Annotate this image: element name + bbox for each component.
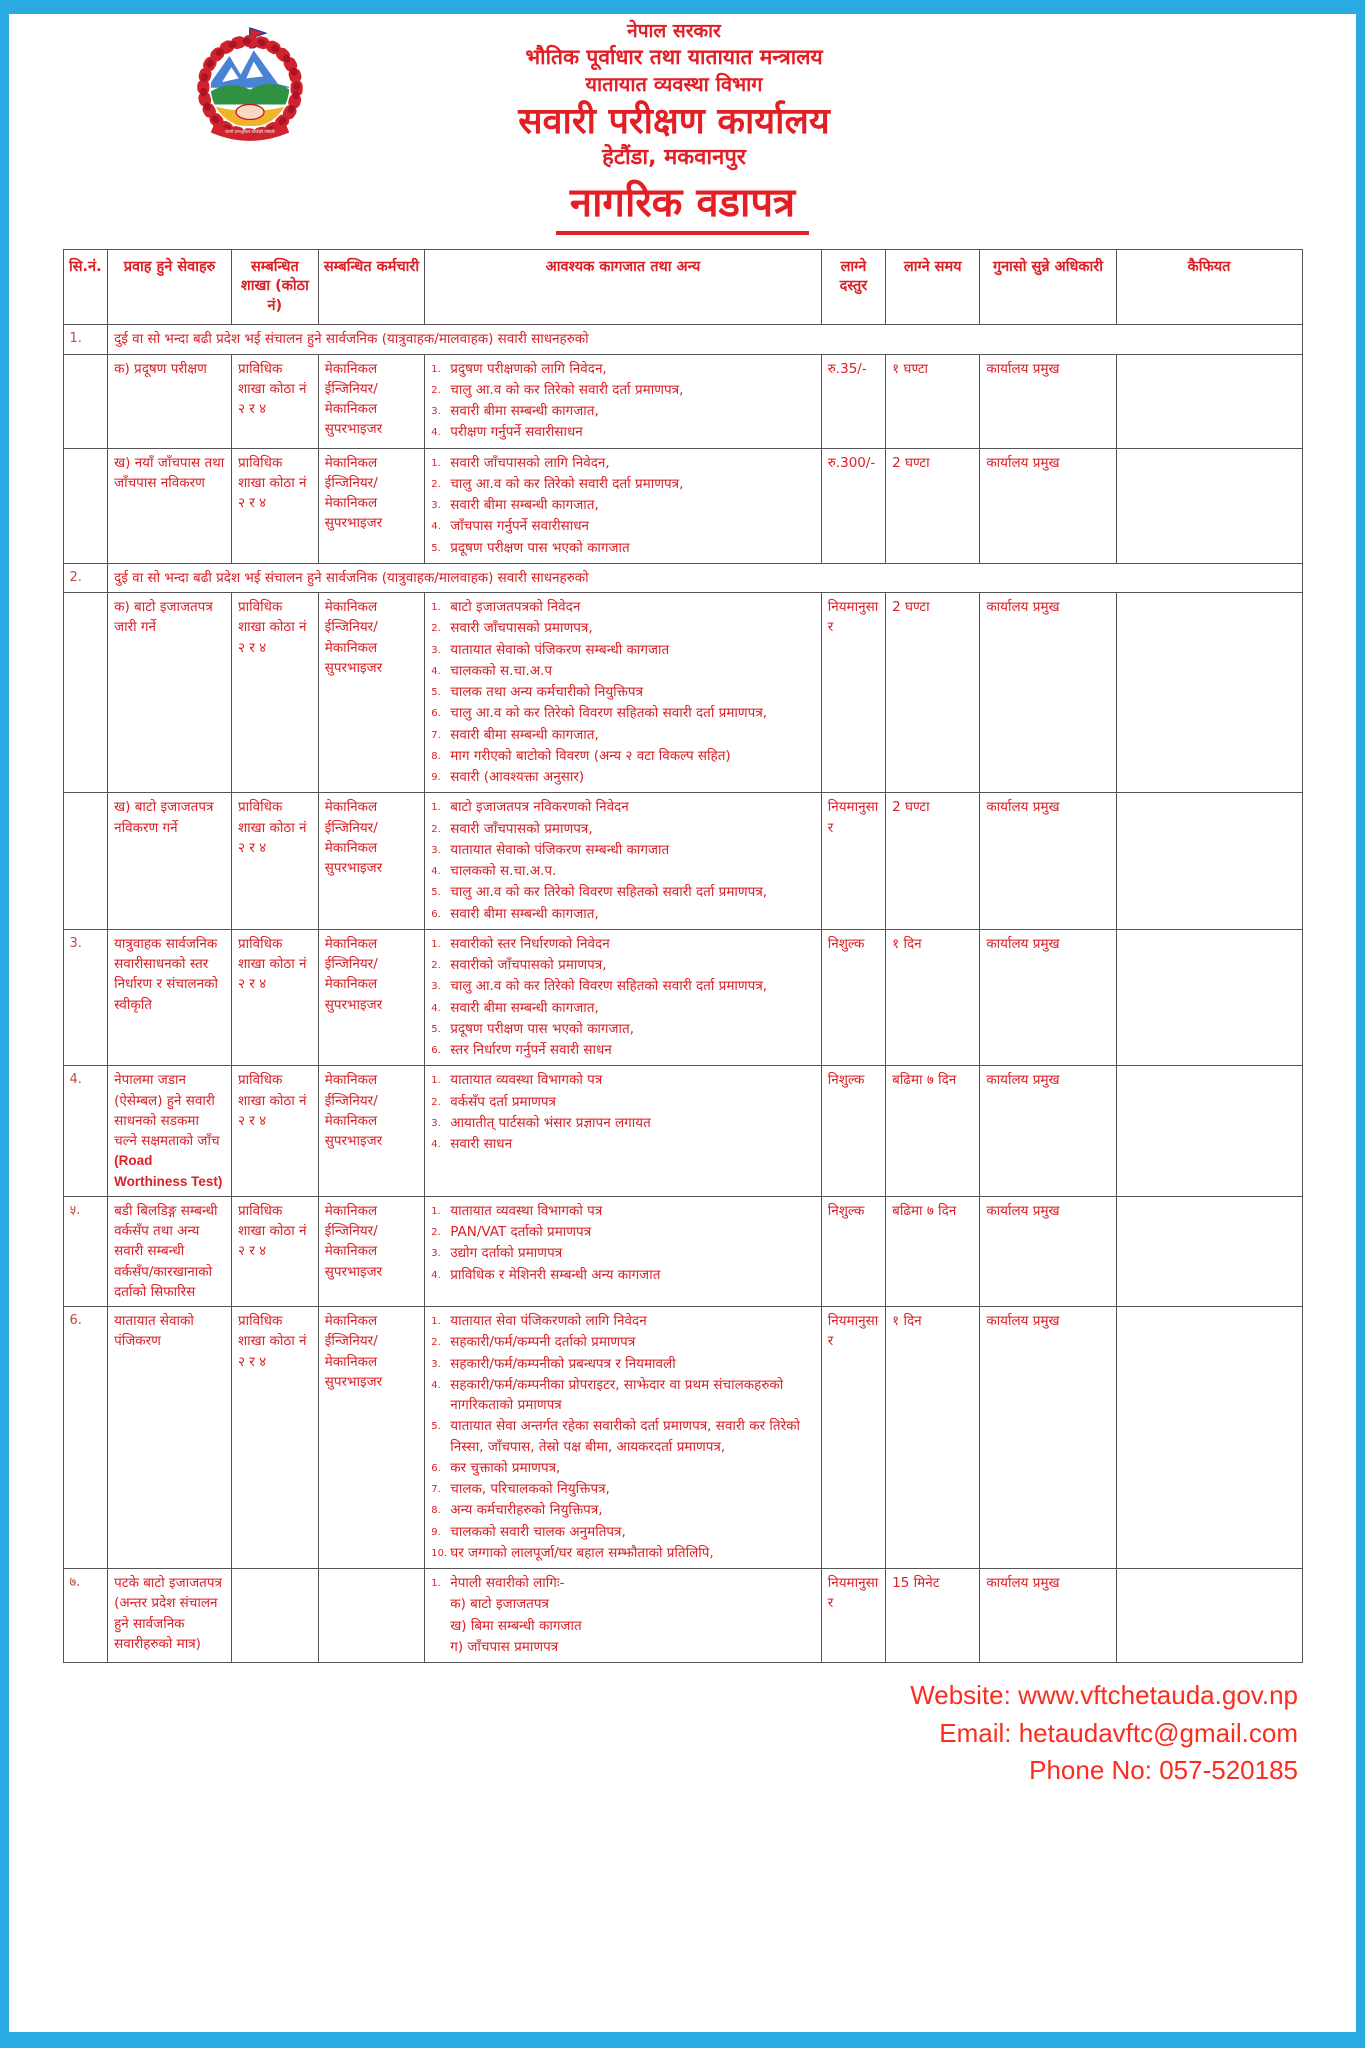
cell-branch: प्राविधिक शाखा कोठा नं २ र ४: [231, 354, 318, 448]
cell-serial-number: ७.: [63, 1569, 108, 1663]
cell-time: 15 मिनेट: [886, 1569, 980, 1663]
cell-fee: नियमानुसार: [821, 1569, 885, 1663]
document-item-text: चालक तथा अन्य कर्मचारीको नियुक्तिपत्र: [450, 684, 644, 701]
table-row: [63, 448, 1302, 563]
document-item-text: चालु आ.व को कर तिरेको सवारी दर्ता प्रमाणपत्र,: [450, 381, 684, 398]
document-item: [431, 453, 814, 473]
document-item-number: 3.: [431, 406, 441, 418]
cell-serial-number: [63, 354, 108, 448]
document-item: [431, 1332, 814, 1352]
document-item-text: उद्योग दर्ताको प्रमाणपत्र: [450, 1245, 563, 1262]
citizen-charter-table: [63, 249, 1303, 1663]
cell-documents: [425, 1066, 821, 1197]
cell-serial-number: 4.: [63, 1066, 108, 1197]
cell-time: 2 घण्टा: [886, 593, 980, 793]
cell-service: [108, 448, 232, 563]
document-item-text: यातायात सेवा पंजिकरणको लागि निवेदन: [450, 1313, 647, 1330]
document-item: [431, 661, 814, 681]
document-item-number: 6.: [431, 1045, 441, 1057]
document-item-text: क) बाटो इजाजतपत्र: [450, 1596, 549, 1613]
document-item-text: चालु आ.व को कर तिरेको सवारी दर्ता प्रमाणपत्र,: [450, 475, 684, 492]
cell-documents: [425, 1569, 821, 1663]
cell-branch: प्राविधिक शाखा कोठा नं २ र ४: [231, 1307, 318, 1569]
document-item-text: सहकारी/फर्म/कम्पनीको प्रबन्धपत्र र नियमावली: [450, 1355, 676, 1372]
cell-staff: [318, 1569, 425, 1663]
cell-service: [108, 793, 232, 930]
cell-service: [108, 1307, 232, 1569]
document-item-text: घर जग्गाको लालपूर्जा/घर बहाल सम्झौताको प्रतिलिपि,: [450, 1544, 714, 1561]
document-item-text: बाटो इजाजतपत्र नविकरणको निवेदन: [450, 799, 629, 816]
cell-documents: [425, 448, 821, 563]
cell-documents: [425, 1307, 821, 1569]
cell-remarks: [1116, 1307, 1302, 1569]
column-header-remarks: कैफियत: [1116, 249, 1302, 325]
service-text: नेपालमा जडान (ऐसेम्बल) हुने सवारी साधनको सडकमा चल्ने सक्षमताको जाँच: [114, 1072, 220, 1150]
document-item-number: 7.: [431, 1484, 441, 1496]
column-header-related-branch: सम्बन्धित शाखा (कोठा नं): [231, 249, 318, 325]
service-text: पटके बाटो इजाजतपत्र (अन्तर प्रदेश संचालन हुने सार्वजनिक सवारीहरुको मात्र): [114, 1575, 222, 1652]
cell-officer: कार्यालय प्रमुख: [980, 793, 1116, 930]
document-item: [431, 882, 814, 902]
document-item-number: 6.: [431, 1462, 441, 1474]
document-item-number: 2.: [431, 960, 441, 972]
department-line: यातायात व्यवस्था विभाग: [585, 72, 763, 97]
cell-officer: कार्यालय प्रमुख: [980, 1569, 1116, 1663]
cell-documents: [425, 793, 821, 930]
document-item-text: यातायात व्यवस्था विभागको पत्र: [450, 1202, 603, 1219]
document-item: [431, 1134, 814, 1154]
table-body: [63, 325, 1302, 1663]
document-item-number: 2.: [431, 1227, 441, 1239]
document-item: [431, 474, 814, 494]
document-item-number: 2.: [431, 1096, 441, 1108]
document-item-text: सवारी बीमा सम्बन्धी कागजात,: [450, 905, 599, 922]
cell-fee: निशुल्क: [821, 929, 885, 1066]
document-item: [431, 1019, 814, 1039]
document-item-number: 3.: [431, 644, 441, 656]
document-item-number: 2.: [431, 823, 441, 835]
document-item-text: कर चुक्ताको प्रमाणपत्र,: [450, 1459, 561, 1476]
document-item-text: सवारी बीमा सम्बन्धी कागजात,: [450, 999, 599, 1016]
cell-remarks: [1116, 593, 1302, 793]
document-item-text: सवारीको जाँचपासको प्रमाणपत्र,: [450, 957, 607, 974]
charter-title-row: [9, 181, 1356, 235]
document-item-number: 6.: [431, 708, 441, 720]
footer-email: Email: hetaudavftc@gmail.com: [939, 1717, 1298, 1748]
document-item-text: परीक्षण गर्नुपर्ने सवारीसाधन: [450, 424, 583, 441]
document-item-number: 5.: [431, 887, 441, 899]
document-item: [431, 516, 814, 536]
document-header: [194, 20, 1356, 173]
document-item-text: चालु आ.व को कर तिरेको विवरण सहितको सवारी दर्ता प्रमाणपत्र,: [450, 978, 768, 995]
table-row: [63, 354, 1302, 448]
cell-serial-number: [63, 448, 108, 563]
document-item-number: 5.: [431, 542, 441, 554]
document-item-text: सहकारी/फर्म/कम्पनीका प्रोपराइटर, साझेदार वा प्रथम संचालकहरुको नागरिकताको प्रमाणपत्र: [450, 1376, 784, 1414]
document-item-number: 5.: [431, 1421, 441, 1433]
document-item: [431, 1354, 814, 1374]
document-item: [431, 359, 814, 379]
cell-time: 2 घण्टा: [886, 793, 980, 930]
document-item: [431, 422, 814, 442]
table-row: [63, 1307, 1302, 1569]
document-item-text: सहकारी/फर्म/कम्पनी दर्ताको प्रमाणपत्र: [450, 1334, 636, 1351]
document-item: [431, 1522, 814, 1542]
document-item-text: प्रदूषण परीक्षण पास भएको कागजात: [450, 539, 630, 556]
table-header: [63, 249, 1302, 325]
document-item-text: चालकको स.चा.अ.प.: [450, 863, 557, 880]
table-row: [63, 593, 1302, 793]
document-item-text: स्तर निर्धारण गर्नुपर्ने सवारी साधन: [450, 1042, 612, 1059]
document-item-text: माग गरीएको बाटोको विवरण (अन्य २ वटा विकल्प सहित): [450, 747, 731, 764]
document-item: [431, 1573, 814, 1593]
cell-fee: रु.300/-: [821, 448, 885, 563]
cell-officer: कार्यालय प्रमुख: [980, 448, 1116, 563]
cell-remarks: [1116, 448, 1302, 563]
document-item: [431, 640, 814, 660]
document-item: [431, 725, 814, 745]
cell-branch: [231, 1569, 318, 1663]
cell-service: [108, 354, 232, 448]
cell-branch: प्राविधिक शाखा कोठा नं २ र ४: [231, 793, 318, 930]
cell-documents: [425, 593, 821, 793]
document-item-number: 1.: [431, 1075, 441, 1087]
cell-serial-number: 6.: [63, 1307, 108, 1569]
document-item-text: यातायात व्यवस्था विभागको पत्र: [450, 1072, 603, 1089]
document-item: [431, 703, 814, 723]
document-item: [450, 1637, 814, 1657]
document-item-number: 9.: [431, 772, 441, 784]
cell-serial-number: [63, 793, 108, 930]
document-item: [431, 1416, 814, 1457]
column-header-required-documents: आवश्यक कागजात तथा अन्य: [425, 249, 821, 325]
document-item-text: चालु आ.व को कर तिरेको विवरण सहितको सवारी दर्ता प्रमाणपत्र,: [450, 884, 768, 901]
document-item-text: सवारीको स्तर निर्धारणको निवेदन: [450, 935, 610, 952]
office-name: सवारी परीक्षण कार्यालय: [518, 101, 830, 143]
document-item: [431, 797, 814, 817]
service-text: ख) नयाँ जाँचपास तथा जाँचपास नविकरण: [114, 454, 225, 491]
column-header-fee: लाग्ने दस्तुर: [821, 249, 885, 325]
document-item-number: 1.: [431, 1205, 441, 1217]
cell-fee: निशुल्क: [821, 1066, 885, 1197]
document-item-text: नेपाली सवारीको लागिः-: [450, 1575, 565, 1592]
cell-fee: निशुल्क: [821, 1196, 885, 1306]
document-item-number: 3.: [431, 1248, 441, 1260]
cell-documents: [425, 929, 821, 1066]
footer-phone: Phone No: 057-520185: [1029, 1755, 1298, 1786]
document-item: [431, 861, 814, 881]
cell-branch: प्राविधिक शाखा कोठा नं २ र ४: [231, 593, 318, 793]
cell-fee: रु.35/-: [821, 354, 885, 448]
cell-service: [108, 593, 232, 793]
document-item-text: ग) जाँचपास प्रमाणपत्र: [450, 1638, 559, 1655]
document-item-text: अन्य कर्मचारीहरुको नियुक्तिपत्र,: [450, 1502, 603, 1519]
document-item-number: 6.: [431, 908, 441, 920]
cell-staff: मेकानिकल ईन्जिनियर/ मेकानिकल सुपरभाइजर: [318, 793, 425, 930]
document-item-number: 4.: [431, 866, 441, 878]
document-item: [431, 1375, 814, 1416]
document-item-text: जाँचपास गर्नुपर्ने सवारीसाधन: [450, 518, 590, 535]
document-item: [431, 682, 814, 702]
document-item-text: चालकको सवारी चालक अनुमतिपत्र,: [450, 1523, 626, 1540]
document-item: [450, 1616, 814, 1636]
cell-staff: मेकानिकल ईन्जिनियर/ मेकानिकल सुपरभाइजर: [318, 1196, 425, 1306]
section-heading: दुई वा सो भन्दा बढी प्रदेश भई संचालन हुने सार्वजनिक (यात्रुवाहक/मालवाहक) सवारी साधनहरुको: [108, 563, 1302, 592]
cell-fee: नियमानुसार: [821, 793, 885, 930]
cell-time: बढिमा ७ दिन: [886, 1066, 980, 1197]
document-item: [431, 998, 814, 1018]
document-item: [431, 840, 814, 860]
document-item-number: 3.: [431, 500, 441, 512]
section-heading-row: [63, 325, 1302, 354]
section-heading-row: [63, 563, 1302, 592]
page-title: नागरिक वडापत्र: [556, 181, 809, 235]
cell-remarks: [1116, 793, 1302, 930]
document-item: [431, 1113, 814, 1133]
page-footer: [9, 1677, 1298, 1790]
document-item-number: 4.: [431, 427, 441, 439]
document-item-text: सवारी (आवश्यक्ता अनुसार): [450, 769, 585, 786]
document-item-number: 3.: [431, 1117, 441, 1129]
document-item: [431, 538, 814, 558]
document-item-text: आयातीत् पार्टसको भंसार प्रज्ञापन लगायत: [450, 1114, 651, 1131]
table-row: [63, 793, 1302, 930]
cell-branch: प्राविधिक शाखा कोठा नं २ र ४: [231, 1066, 318, 1197]
document-item-number: 2.: [431, 478, 441, 490]
document-item: [431, 401, 814, 421]
header-row: [63, 249, 1302, 325]
table-row: [63, 1066, 1302, 1197]
document-item: [431, 618, 814, 638]
service-text-english: (Road Worthiness Test): [114, 1153, 223, 1189]
cell-officer: कार्यालय प्रमुख: [980, 1066, 1116, 1197]
cell-serial-number: [63, 593, 108, 793]
cell-service: [108, 1569, 232, 1663]
document-item: [431, 597, 814, 617]
document-item-number: 1.: [431, 363, 441, 375]
office-location: हेटौंडा, मकवानपुर: [602, 145, 746, 171]
document-item: [431, 904, 814, 924]
government-line: नेपाल सरकार: [627, 20, 721, 42]
cell-time: बढिमा ७ दिन: [886, 1196, 980, 1306]
document-item-number: 3.: [431, 981, 441, 993]
document-item-text: सवारी जाँचपासको प्रमाणपत्र,: [450, 620, 593, 637]
footer-website: Website: www.vftchetauda.gov.np: [910, 1680, 1298, 1711]
document-item-number: 1.: [431, 802, 441, 814]
document-item-number: 5.: [431, 1023, 441, 1035]
document-item: [431, 1040, 814, 1060]
cell-staff: मेकानिकल ईन्जिनियर/ मेकानिकल सुपरभाइजर: [318, 929, 425, 1066]
cell-branch: प्राविधिक शाखा कोठा नं २ र ४: [231, 448, 318, 563]
document-item-text: प्राविधिक र मेशिनरी सम्बन्धी अन्य कागजात: [450, 1266, 661, 1283]
document-item-number: 1.: [431, 457, 441, 469]
document-item-text: सवारी जाँचपासको लागि निवेदन,: [450, 454, 610, 471]
cell-remarks: [1116, 1196, 1302, 1306]
cell-service: [108, 1196, 232, 1306]
cell-fee: नियमानुसार: [821, 593, 885, 793]
document-item: [431, 1311, 814, 1331]
table-row: [63, 1569, 1302, 1663]
document-item: [431, 1222, 814, 1242]
column-header-services: प्रवाह हुने सेवाहरु: [108, 249, 232, 325]
document-item-number: 1.: [431, 1578, 441, 1590]
document-item-number: 4.: [431, 1379, 441, 1391]
document-item-text: सवारी बीमा सम्बन्धी कागजात,: [450, 726, 599, 743]
document-item-text: बाटो इजाजतपत्रको निवेदन: [450, 599, 581, 616]
cell-officer: कार्यालय प्रमुख: [980, 1196, 1116, 1306]
table-row: [63, 929, 1302, 1066]
ministry-line: भौतिक पूर्वाधार तथा यातायात मन्त्रालय: [525, 44, 823, 69]
cell-documents: [425, 354, 821, 448]
document-item: [431, 1543, 814, 1563]
document-item: [431, 976, 814, 996]
document-item-text: प्रदुषण परीक्षणको लागि निवेदन,: [450, 360, 607, 377]
document-item-number: 2.: [431, 1337, 441, 1349]
document-item-number: 1.: [431, 938, 441, 950]
document-item-number: 7.: [431, 729, 441, 741]
document-item-text: चालु आ.व को कर तिरेको विवरण सहितको सवारी दर्ता प्रमाणपत्र,: [450, 705, 768, 722]
document-item-number: 1.: [431, 1316, 441, 1328]
cell-time: १ घण्टा: [886, 354, 980, 448]
cell-service: [108, 1066, 232, 1197]
document-item-number: 4.: [431, 1269, 441, 1281]
document-item: [431, 1201, 814, 1221]
service-text: क) बाटो इजाजतपत्र जारी गर्ने: [114, 599, 213, 636]
document-item-number: 4.: [431, 521, 441, 533]
document-item: [431, 380, 814, 400]
nepal-government-emblem-icon: [194, 24, 306, 144]
cell-time: 2 घण्टा: [886, 448, 980, 563]
document-item: [431, 1243, 814, 1263]
document-item-number: 3.: [431, 844, 441, 856]
emblem-wrap: [194, 20, 314, 148]
service-text: बडी बिलडिङ्ग सम्बन्धी वर्कसँप तथा अन्य सवारी सम्बन्धी वर्कसँप/कारखानाको दर्ताको सिफारिस: [114, 1202, 218, 1300]
header-text-block: [314, 20, 1034, 173]
cell-staff: मेकानिकल ईन्जिनियर/ मेकानिकल सुपरभाइजर: [318, 1066, 425, 1197]
document-item: [431, 1458, 814, 1478]
cell-time: १ दिन: [886, 1307, 980, 1569]
cell-serial-number: 3.: [63, 929, 108, 1066]
document-item: [431, 1265, 814, 1285]
document-item: [431, 746, 814, 766]
document-item-text: सवारी साधन: [450, 1136, 513, 1153]
cell-remarks: [1116, 1066, 1302, 1197]
document-item-text: ख) बिमा सम्बन्धी कागजात: [450, 1617, 582, 1634]
column-header-related-staff: सम्बन्धित कर्मचारी: [318, 249, 425, 325]
cell-time: १ दिन: [886, 929, 980, 1066]
document-item: [450, 1594, 814, 1614]
cell-service: [108, 929, 232, 1066]
document-item-text: सवारी जाँचपासको प्रमाणपत्र,: [450, 820, 593, 837]
document-item: [431, 1479, 814, 1499]
service-text: ख) बाटो इजाजतपत्र नविकरण गर्ने: [114, 799, 214, 836]
cell-remarks: [1116, 1569, 1302, 1663]
document-item: [431, 934, 814, 954]
document-item: [431, 819, 814, 839]
document-item-number: 4.: [431, 1002, 441, 1014]
document-item-text: यातायात सेवाको पंजिकरण सम्बन्धी कागजात: [450, 641, 670, 658]
document-item-number: 3.: [431, 1358, 441, 1370]
cell-branch: प्राविधिक शाखा कोठा नं २ र ४: [231, 1196, 318, 1306]
document-item: [431, 767, 814, 787]
cell-staff: मेकानिकल ईन्जिनियर/ मेकानिकल सुपरभाइजर: [318, 1307, 425, 1569]
document-item-number: 2.: [431, 623, 441, 635]
cell-serial-number: ५.: [63, 1196, 108, 1306]
document-item-number: 1.: [431, 602, 441, 614]
emblem-motto: जननी जन्मभूमिश्च स्वर्गादपि गरीयसी: [225, 130, 275, 134]
document-item: [431, 495, 814, 515]
document-item-number: 10.: [431, 1547, 448, 1559]
document-item-number: 8.: [431, 750, 441, 762]
document-item: [431, 1092, 814, 1112]
document-item-text: यातायात सेवाको पंजिकरण सम्बन्धी कागजात: [450, 841, 670, 858]
service-text: क) प्रदूषण परीक्षण: [114, 360, 207, 377]
cell-documents: [425, 1196, 821, 1306]
cell-staff: मेकानिकल ईन्जिनियर/ मेकानिकल सुपरभाइजर: [318, 593, 425, 793]
document-item-text: सवारी बीमा सम्बन्धी कागजात,: [450, 497, 599, 514]
table-row: [63, 1196, 1302, 1306]
document-item: [431, 1070, 814, 1090]
column-header-grievance-officer: गुनासो सुन्ने अधिकारी: [980, 249, 1116, 325]
cell-serial-number: 1.: [63, 325, 108, 354]
document-item-text: यातायात सेवा अन्तर्गत रहेका सवारीको दर्ता प्रमाणपत्र, सवारी कर तिरेको निस्सा, जाँचपास, तेस्रो पक्ष बीमा, आयकरदर्ता प्रमाणपत्र,: [450, 1418, 800, 1455]
document-item-number: 4.: [431, 665, 441, 677]
document-item-text: प्रदूषण परीक्षण पास भएको कागजात,: [450, 1020, 635, 1037]
column-header-serial-number: सि.नं.: [63, 249, 108, 325]
document-item-number: 8.: [431, 1505, 441, 1517]
document-item-number: 4.: [431, 1139, 441, 1151]
cell-fee: नियमानुसार: [821, 1307, 885, 1569]
section-heading: दुई वा सो भन्दा बढी प्रदेश भई संचालन हुने सार्वजनिक (यात्रुवाहक/मालवाहक) सवारी साधनहरुको: [108, 325, 1302, 354]
document-item: [431, 955, 814, 975]
document-item-text: वर्कसँप दर्ता प्रमाणपत्र: [450, 1093, 556, 1110]
cell-remarks: [1116, 354, 1302, 448]
service-text: यात्रुवाहक सार्वजनिक सवारीसाधनको स्तर निर्धारण र संचालनको स्वीकृति: [114, 935, 218, 1013]
document-item-number: 2.: [431, 384, 441, 396]
cell-serial-number: 2.: [63, 563, 108, 592]
cell-staff: मेकानिकल ईन्जिनियर/ मेकानिकल सुपरभाइजर: [318, 448, 425, 563]
document-item-text: चालकको स.चा.अ.प: [450, 662, 553, 679]
document-item-text: PAN/VAT दर्ताको प्रमाणपत्र: [450, 1224, 592, 1241]
document-item-number: 5.: [431, 687, 441, 699]
cell-staff: मेकानिकल ईन्जिनियर/ मेकानिकल सुपरभाइजर: [318, 354, 425, 448]
cell-branch: प्राविधिक शाखा कोठा नं २ र ४: [231, 929, 318, 1066]
column-header-time-required: लाग्ने समय: [886, 249, 980, 325]
document-item: [431, 1500, 814, 1520]
document-item-text: चालक, परिचालकको नियुक्तिपत्र,: [450, 1481, 610, 1498]
service-text: यातायात सेवाको पंजिकरण: [114, 1313, 194, 1350]
document-item-text: सवारी बीमा सम्बन्धी कागजात,: [450, 403, 599, 420]
cell-officer: कार्यालय प्रमुख: [980, 929, 1116, 1066]
cell-officer: कार्यालय प्रमुख: [980, 1307, 1116, 1569]
cell-remarks: [1116, 929, 1302, 1066]
cell-officer: कार्यालय प्रमुख: [980, 593, 1116, 793]
cell-officer: कार्यालय प्रमुख: [980, 354, 1116, 448]
document-item-number: 9.: [431, 1526, 441, 1538]
